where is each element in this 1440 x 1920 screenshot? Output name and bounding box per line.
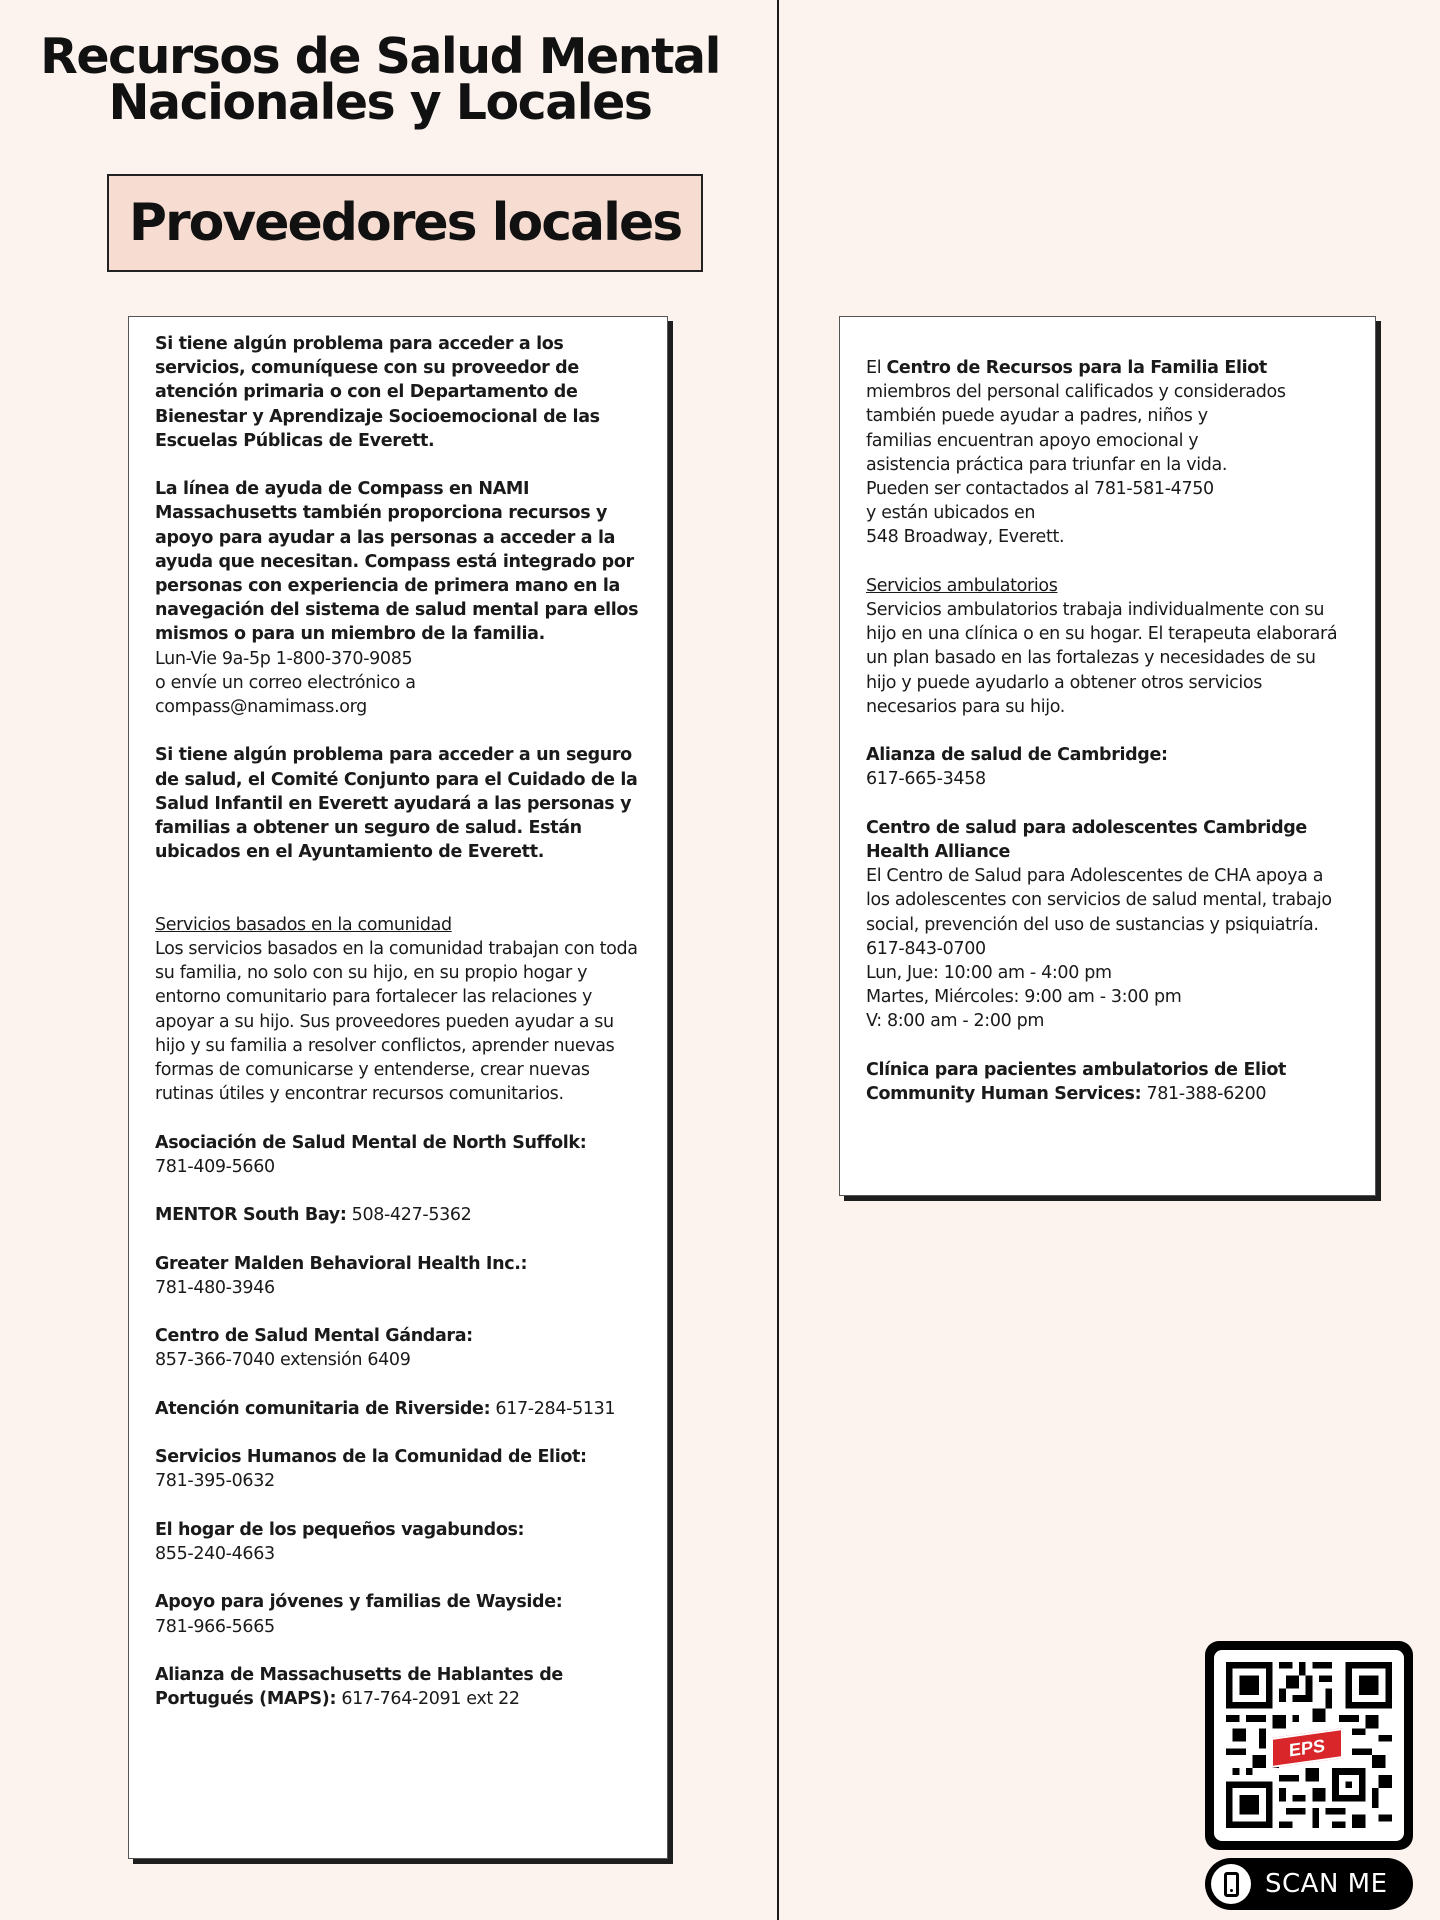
- community-services-heading: Servicios basados en la comunidad: [155, 914, 452, 935]
- provider-item: MENTOR South Bay: 508-427-5362: [155, 1205, 472, 1226]
- eliot-family-center: El Centro de Recursos para la Familia Eliot miembros del personal calificados y considerados también puede ayudar a padres, niños y familias encuentran apoyo emocional y asistencia práctica para triunfar en la vida. Pueden ser contactados al 781-581-4750 y están ubicados en 548 Broadway, Everett.: [866, 358, 1286, 548]
- provider-item: Alianza de Massachusetts de Hablantes de Portugués (MAPS): 617-764-2091 ext 22: [155, 1664, 563, 1710]
- title-line-2: Nacionales y Locales: [108, 74, 652, 131]
- outpatient-section: [866, 574, 1349, 719]
- intro-paragraph: Si tiene algún problema para acceder a los servicios, comuníquese con su proveedor de atención primaria o con el Departamento de Bienestar y Aprendizaje Socioemocional de las Escuelas Públicas de Everett.: [155, 334, 600, 451]
- provider-item: El hogar de los pequeños vagabundos: 855-240-4663: [155, 1519, 525, 1564]
- qr-code[interactable]: [1205, 1641, 1413, 1850]
- community-services-text: Los servicios basados en la comunidad trabajan con toda su familia, no solo con su hijo, en su propio hogar y entorno comunitario para fortalecer las relaciones y apoyar a su hijo. Sus proveedores pueden ayudar a su hijo y su familia a resolver conflictos, aprender nuevas formas de comunicarse y entenderse, crear nuevas rutinas útiles y encontrar recursos comunitarios.: [155, 939, 638, 1105]
- section-heading: Proveedores locales: [128, 193, 682, 253]
- section-heading-box: [107, 174, 703, 272]
- compass-hours: Lun-Vie 9a-5p 1-800-370-9085: [155, 648, 413, 669]
- provider-item: Servicios Humanos de la Comunidad de Eliot: 781-395-0632: [155, 1447, 587, 1492]
- scan-me-label[interactable]: [1205, 1858, 1413, 1910]
- compass-paragraph: La línea de ayuda de Compass en NAMI Massachusetts también proporciona recursos y apoyo para ayudar a las personas a acceder a la ayuda que necesitan. Compass está integrado por personas con experiencia de primera mano en la navegación del sistema de salud mental para ellos mismos o para un miembro de la familia. Lun-Vie 9a-5p 1-800-370-9085 o envíe un correo electrónico a compass@namimass.org: [155, 479, 639, 718]
- compass-email-line: o envíe un correo electrónico a: [155, 672, 416, 693]
- page-divider: [777, 0, 779, 1920]
- provider-item: Greater Malden Behavioral Health Inc.: 781-480-3946: [155, 1253, 528, 1298]
- compass-email-link[interactable]: compass@namimass.org: [155, 697, 367, 718]
- local-providers-card: [128, 316, 668, 1859]
- cambridge-alliance: Alianza de salud de Cambridge: 617-665-3458: [866, 745, 1168, 790]
- provider-item: Atención comunitaria de Riverside: 617-284-5131: [155, 1398, 616, 1419]
- eps-badge: EPS: [1271, 1728, 1343, 1768]
- provider-item: Apoyo para jóvenes y familias de Wayside: 781-966-5665: [155, 1592, 563, 1637]
- insurance-paragraph: Si tiene algún problema para acceder a un seguro de salud, el Comité Conjunto para el Cuidado de la Salud Infantil en Everett ayudará a las personas y familias a obtener un seguro de salud. Están ubicados en el Ayuntamiento de Everett.: [155, 745, 638, 863]
- additional-resources-card: [839, 316, 1376, 1196]
- outpatient-heading: Servicios ambulatorios: [866, 575, 1058, 596]
- provider-item: Asociación de Salud Mental de North Suffolk: 781-409-5660: [155, 1132, 587, 1177]
- teen-health-center: Centro de salud para adolescentes Cambridge Health Alliance El Centro de Salud para Adolescentes de CHA apoya a los adolescentes con servicios de salud mental, trabajo social, prevención del uso de sustancias y psiquiatría. 617-843-0700 Lun, Jue: 10:00 am - 4:00 pm Martes, Miércoles: 9:00 am - 3:00 pm V: 8:00 am - 2:00 pm: [866, 817, 1332, 1032]
- title-line-1: Recursos de Salud Mental: [40, 28, 720, 85]
- community-services-section: [155, 913, 641, 1107]
- outpatient-text: Servicios ambulatorios trabaja individualmente con su hijo en una clínica o en su hogar. El terapeuta elaborará un plan basado en las fortalezas y necesidades de su hijo y puede ayudarlo a obtener otros servicios necesarios para su hijo.: [866, 600, 1338, 717]
- phone-icon: [1211, 1864, 1251, 1904]
- provider-item: Centro de Salud Mental Gándara: 857-366-7040 extensión 6409: [155, 1326, 473, 1371]
- eliot-outpatient-clinic: Clínica para pacientes ambulatorios de Eliot Community Human Services: 781-388-6200: [866, 1059, 1287, 1105]
- scan-me-text: SCAN ME: [1265, 1869, 1388, 1899]
- page-title: [30, 28, 730, 131]
